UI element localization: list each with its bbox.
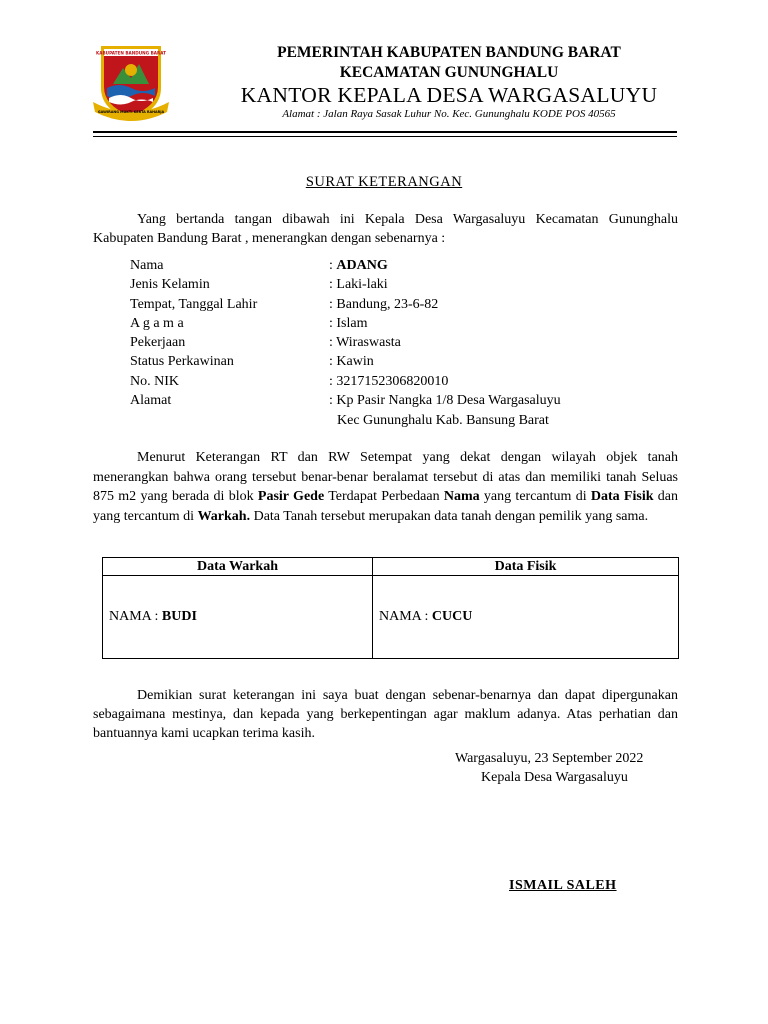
emphasis-name: Nama [443, 489, 480, 505]
place-date: Wargasaluyu, 23 September 2022 [455, 751, 644, 766]
signatory-name: ISMAIL SALEH [509, 878, 617, 893]
table-header-warkah: Data Warkah [103, 558, 373, 576]
identity-value-address-line2: Kec Gununghalu Kab. Bansung Barat [337, 413, 549, 428]
letterhead-district: KECAMATAN GUNUNGHALU [339, 64, 559, 81]
signatory-position: Kepala Desa Wargasaluyu [481, 770, 628, 785]
identity-value-name: : ADANG [329, 258, 388, 273]
emphasis-physical-data: Data Fisik [590, 489, 654, 505]
table-cell-warkah-name: NAMA : BUDI [103, 576, 373, 659]
document-title: SURAT KETERANGAN [305, 174, 463, 190]
letterhead-thick-rule [93, 131, 677, 133]
intro-paragraph: Yang bertanda tangan dibawah ini Kepala Desa Wargasaluyu Kecamatan Gununghalu Kabupaten Bandung Barat , menerangkan dengan sebenarnya : [93, 212, 678, 246]
identity-label-marital: Status Perkawinan [130, 354, 234, 369]
identity-value-gender: : Laki-laki [329, 277, 388, 292]
identity-label-name: Nama [130, 258, 164, 273]
logo-top-text: KABUPATEN BANDUNG BARAT [96, 50, 166, 56]
identity-label-religion: A g a m a [130, 316, 184, 331]
identity-value-marital: : Kawin [329, 354, 374, 369]
identity-label-address: Alamat [130, 393, 172, 408]
identity-value-nik: : 3217152306820010 [329, 374, 449, 389]
identity-value-birth: : Bandung, 23-6-82 [329, 297, 439, 312]
identity-value-religion: : Islam [329, 316, 368, 331]
identity-value-occupation: : Wiraswasta [329, 335, 401, 350]
identity-value-address: : Kp Pasir Nangka 1/8 Desa Wargasaluyu [329, 393, 561, 408]
identity-label-occupation: Pekerjaan [130, 335, 186, 350]
table-cell-physical-name: NAMA : CUCU [373, 576, 679, 659]
regency-emblem-logo [93, 44, 169, 124]
table-header-physical: Data Fisik [373, 558, 679, 576]
statement-paragraph: Menurut Keterangan RT dan RW Setempat yang dekat dengan wilayah objek tanah menerangkan bahwa orang tersebut benar-benar beralamat tersebut di atas dan memiliki tanah Seluas 875 m2 yang berada di blok Pasir Gede Terdapat Perbedaan Nama yang tercantum di Data Fisik dan yang tercantum di Warkah. Data Tanah tersebut merupakan data tanah dengan pemilik yang sama. [93, 450, 679, 524]
letterhead-government: PEMERINTAH KABUPATEN BANDUNG BARAT [277, 44, 621, 61]
physical-name: CUCU [431, 609, 473, 624]
letterhead-address: Alamat : Jalan Raya Sasak Luhur No. Kec. Gununghalu KODE POS 40565 [282, 108, 616, 120]
identity-label-nik: No. NIK [130, 374, 179, 389]
emphasis-warkah: Warkah. [197, 508, 251, 524]
warkah-name: BUDI [161, 609, 197, 624]
person-name: ADANG [336, 258, 388, 273]
identity-label-birth: Tempat, Tanggal Lahir [130, 297, 258, 312]
letterhead-office: KANTOR KEPALA DESA WARGASALUYU [240, 83, 658, 107]
logo-motto-text: GAWIRANG MUKTI KERTA RAHARJA [97, 110, 165, 114]
identity-label-gender: Jenis Kelamin [130, 277, 210, 292]
data-comparison-table [102, 557, 679, 659]
closing-paragraph: Demikian surat keterangan ini saya buat dengan sebenar-benarnya dan dapat dipergunakan sebagaimana mestinya, dan kepada yang berkepentingan agar maklum adanya. Atas perhatian dan bantuannya kami ucapkan terima kasih. [93, 688, 678, 741]
block-name: Pasir Gede [257, 489, 325, 505]
letterhead-thin-rule [93, 136, 677, 137]
